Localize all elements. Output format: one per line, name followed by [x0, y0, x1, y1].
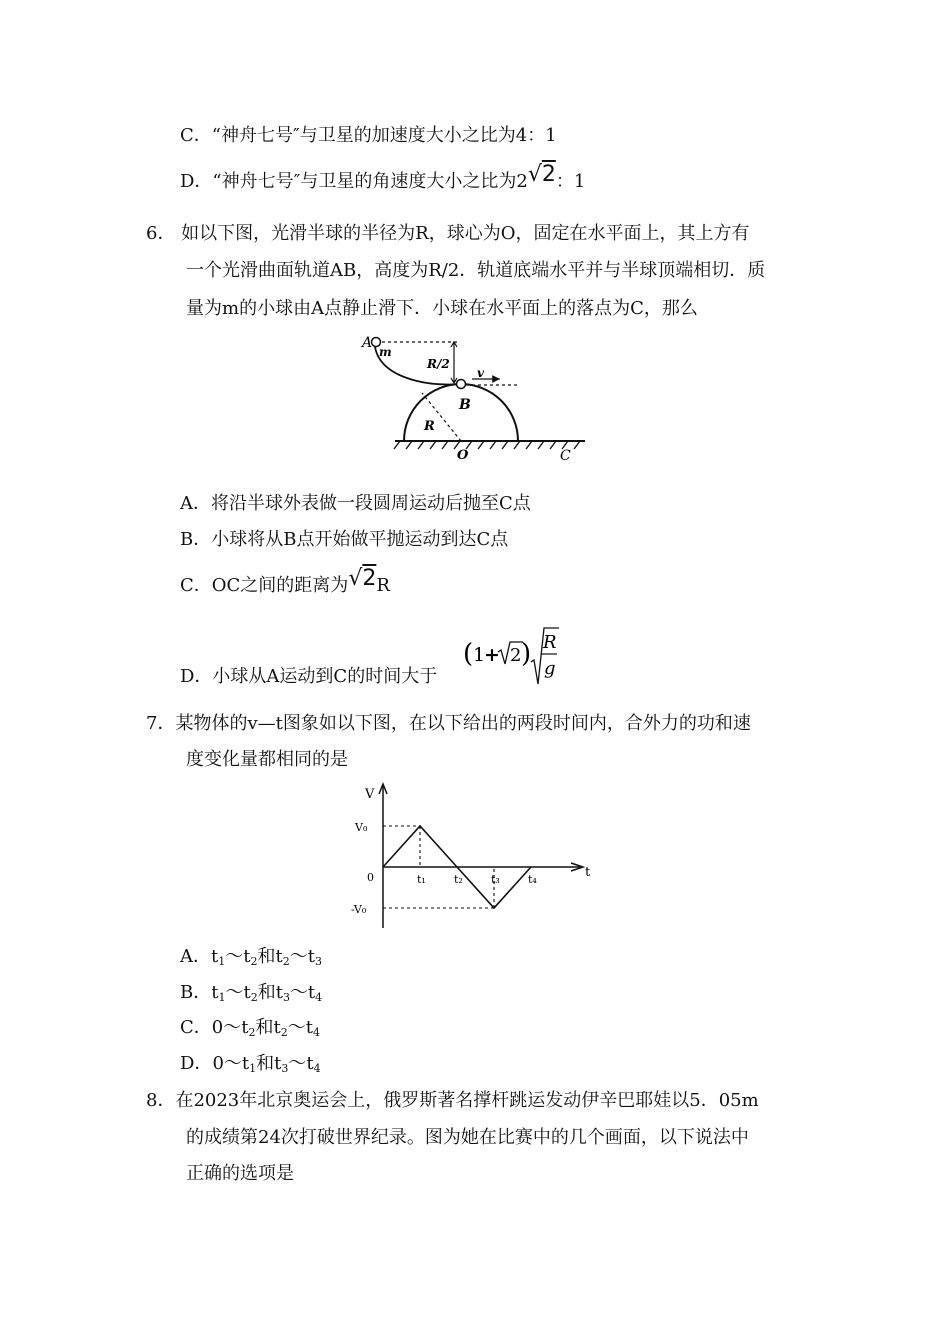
ball-b — [457, 380, 466, 389]
q5-option-d — [180, 162, 586, 194]
q6-figure — [360, 335, 600, 465]
q5-option-d-text: D．“神舟七号″与卫星的角速度大小之比为 — [180, 171, 517, 192]
label-r: R — [424, 419, 435, 434]
formula-radicand: 2 — [510, 645, 522, 666]
q7-option-d: D．$0\sim t_1$和$t_3\sim t_4$ — [180, 1053, 321, 1075]
formula-denominator: g — [544, 658, 556, 679]
q6-option-c — [180, 566, 390, 598]
x-tick-label-t2: t₂ — [454, 873, 463, 886]
q7-stem-line1: 7．某物体的v—t图象如以下图，在以下给出的两段时间内，合外力的功和速 — [146, 713, 751, 734]
label-m: m — [379, 345, 392, 359]
q6-option-c-unit: R — [376, 575, 390, 596]
q7-stem-line2: 度变化量都相同的是 — [186, 749, 348, 770]
q7-vt-chart — [351, 780, 595, 930]
q7-option-c: C．$0\sim t_2$和$t_2\sim t_4$ — [180, 1017, 320, 1039]
q5-option-c: C．“神舟七号″与卫星的加速度大小之比为4：1 — [180, 125, 557, 146]
q5-option-d-coef: 2 — [516, 171, 528, 192]
y-tick-label-0: V₀ — [355, 821, 368, 834]
q5-option-d-sqrt: √2 — [527, 162, 556, 187]
formula-plus: + — [484, 644, 500, 666]
y-axis-label: V — [365, 787, 375, 802]
ground — [394, 441, 585, 449]
q6-stem-line1: 6． 如以下图，光滑半球的半径为R，球心为O，固定在水平面上，其上方有 — [146, 223, 750, 244]
q6-option-c-sqrt: √2 — [348, 566, 377, 591]
q7-option-a: A．$t_1\sim t_2$和$t_2\sim t_3$ — [180, 946, 322, 968]
label-v: v — [477, 366, 484, 380]
q6-stem-line3: 量为m的小球由A点静止滑下．小球在水平面上的落点为C，那么 — [186, 298, 698, 319]
x-tick-label-t1: t₁ — [417, 873, 426, 886]
label-a: A — [362, 335, 373, 351]
formula-one: 1 — [473, 644, 486, 666]
q6-option-b: B．小球将从B点开始做平抛运动到达C点 — [180, 529, 509, 550]
label-o: O — [457, 448, 469, 463]
q8-stem-line3: 正确的选项是 — [186, 1163, 294, 1184]
formula-numerator: R — [543, 632, 557, 653]
q7-option-b: B．$t_1\sim t_2$和$t_3\sim t_4$ — [180, 982, 323, 1004]
y-tick-label-1: 0 — [367, 871, 374, 884]
svg-text:): ) — [521, 639, 532, 669]
svg-text:(: ( — [463, 639, 474, 669]
q6-option-a: A．将沿半球外表做一段圆周运动后抛至C点 — [180, 493, 531, 514]
x-tick-label-t3: t₃ — [491, 873, 500, 886]
x-tick-label-t4: t₄ — [528, 873, 537, 886]
q6-option-d: D．小球从A运动到C的时间大于 — [180, 666, 438, 687]
q6-stem-line2: 一个光滑曲面轨道AB，高度为R/2．轨道底端水平并与半球顶端相切．质 — [186, 260, 766, 281]
q8-stem-line1: 8．在2023年北京奥运会上，俄罗斯著名撑杆跳运发动伊辛巴耶娃以5．05m — [146, 1090, 759, 1111]
y-tick-label-2: -V₀ — [351, 903, 367, 916]
label-b: B — [459, 397, 471, 413]
label-c: C — [560, 448, 571, 464]
q6-option-d-formula — [463, 624, 558, 686]
q6-option-c-text: C．OC之间的距离为 — [180, 575, 349, 596]
q8-stem-line2: 的成绩第24次打破世界纪录。图为她在比赛中的几个画面，以下说法中 — [186, 1127, 749, 1148]
q5-option-d-ratio: ：1 — [555, 171, 586, 192]
label-h: R/2 — [427, 357, 450, 371]
x-axis-label: t — [585, 865, 591, 880]
